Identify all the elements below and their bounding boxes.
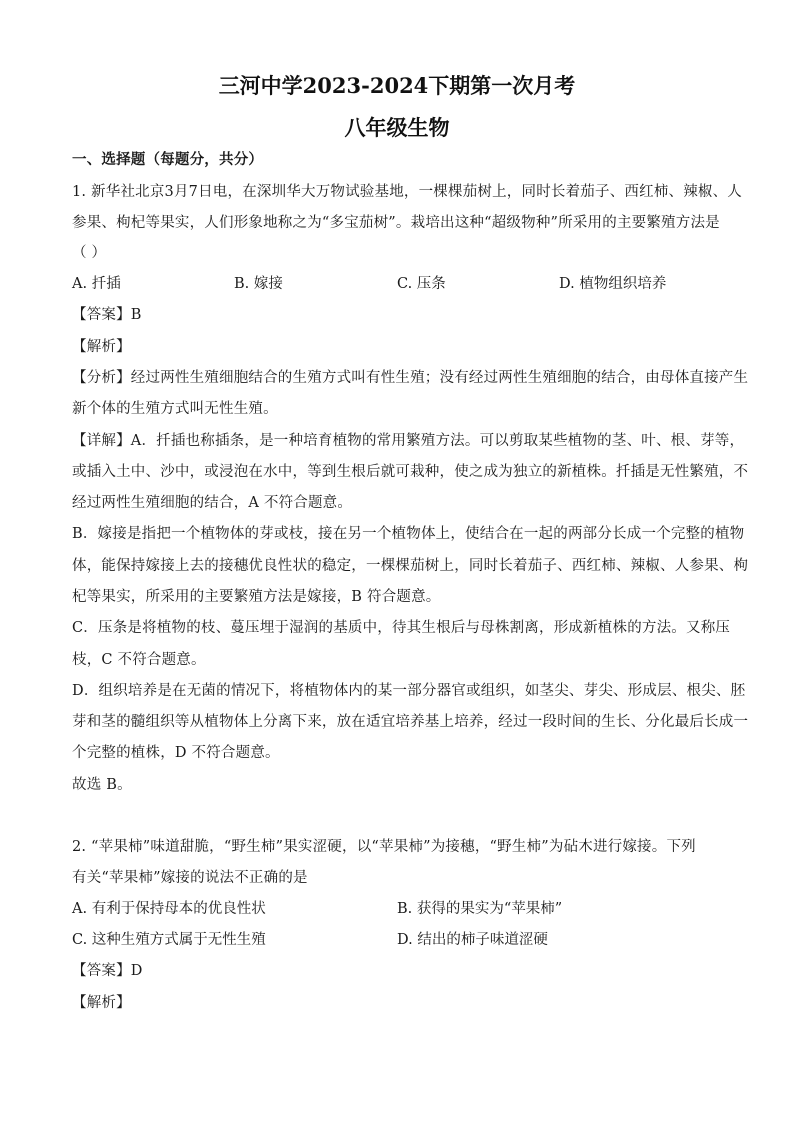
q1-option-b: B. 嫁接 (234, 276, 283, 292)
q1-stem-line-1: 1. 新华社北京3月7日电，在深圳华大万物试验基地，一棵棵茄树上，同时长着茄子、西红柿、辣椒、人 (72, 184, 742, 200)
q1-analysis-line: 或插入土中、沙中，或浸泡在水中，等到生根后就可栽种，使之成为独立的新植株。扦插是无性繁殖，不 (72, 464, 749, 480)
q1-option-a: A. 扦插 (72, 276, 121, 292)
q2-option-d: D. 结出的柿子味道涩硬 (397, 932, 548, 948)
q1-analysis-line: 经过两性生殖细胞的结合，A 不符合题意。 (72, 495, 353, 511)
q2-option-c: C. 这种生殖方式属于无性生殖 (72, 932, 266, 948)
q1-analysis-line: 新个体的生殖方式叫无性生殖。 (72, 401, 278, 417)
q1-option-d: D. 植物组织培养 (559, 276, 667, 292)
q1-analysis-line: B．嫁接是指把一个植物体的芽或枝，接在另一个植物体上，使结合在一起的两部分长成一个完整的植物 (72, 526, 745, 542)
q1-option-c: C. 压条 (397, 276, 446, 292)
section-heading: 一、选择题（每题分，共分） (72, 151, 264, 168)
q2-stem-line-1: 2. “苹果柿”味道甜脆，“野生柿”果实涩硬，以“苹果柿”为接穗，“野生柿”为砧木进行嫁接。下列 (72, 839, 696, 855)
q1-analysis-line: C．压条是将植物的枝、蔓压埋于湿润的基质中，待其生根后与母株割离，形成新植株的方法。又称压 (72, 620, 731, 636)
q2-jiexi-label: 【解析】 (72, 995, 131, 1011)
q1-analysis-line: 【详解】A．扦插也称插条，是一种培育植物的常用繁殖方法。可以剪取某些植物的茎、叶、根、芽等， (72, 433, 745, 449)
q1-jiexi-label: 【解析】 (72, 339, 131, 355)
q1-analysis-line: 杞等果实，所采用的主要繁殖方法是嫁接，B 符合题意。 (72, 589, 441, 605)
q1-analysis-line: 芽和茎的髓组织等从植物体上分离下来，放在适宜培养基上培养，经过一段时间的生长、分化最后长成一 (72, 714, 749, 730)
q1-stem-line-2: 参果、枸杞等果实，人们形象地称之为“多宝茄树”。栽培出这种“超级物种”所采用的主要繁殖方法是 (72, 215, 720, 231)
q2-stem-line-2: 有关“苹果柿”嫁接的说法不正确的是 (72, 870, 308, 886)
exam-subtitle: 八年级生物 (344, 115, 450, 140)
q1-conclusion: 故选 B。 (72, 777, 132, 793)
q2-option-a: A. 有利于保持母本的优良性状 (72, 901, 266, 917)
q2-answer: 【答案】D (72, 963, 143, 979)
q1-analysis-line: 体，能保持嫁接上去的接穗优良性状的稳定，一棵棵茄树上，同时长着茄子、西红柿、辣椒、人参果、枸 (72, 558, 749, 574)
q1-analysis-line: D．组织培养是在无菌的情况下，将植物体内的某一部分器官或组织，如茎尖、芽尖、形成层、根尖、胚 (72, 683, 746, 699)
q2-option-b: B. 获得的果实为“苹果柿” (397, 901, 563, 917)
q1-stem-line-3: （ ） (72, 245, 107, 261)
q1-analysis-line: 【分析】经过两性生殖细胞结合的生殖方式叫有性生殖；没有经过两性生殖细胞的结合，由母体直接产生 (72, 370, 749, 386)
q1-analysis-line: 枝，C 不符合题意。 (72, 652, 206, 668)
q1-answer: 【答案】B (72, 307, 142, 323)
q1-analysis-line: 个完整的植株，D 不符合题意。 (72, 745, 280, 761)
exam-title: 三河中学2023-2024下期第一次月考 (218, 73, 576, 98)
